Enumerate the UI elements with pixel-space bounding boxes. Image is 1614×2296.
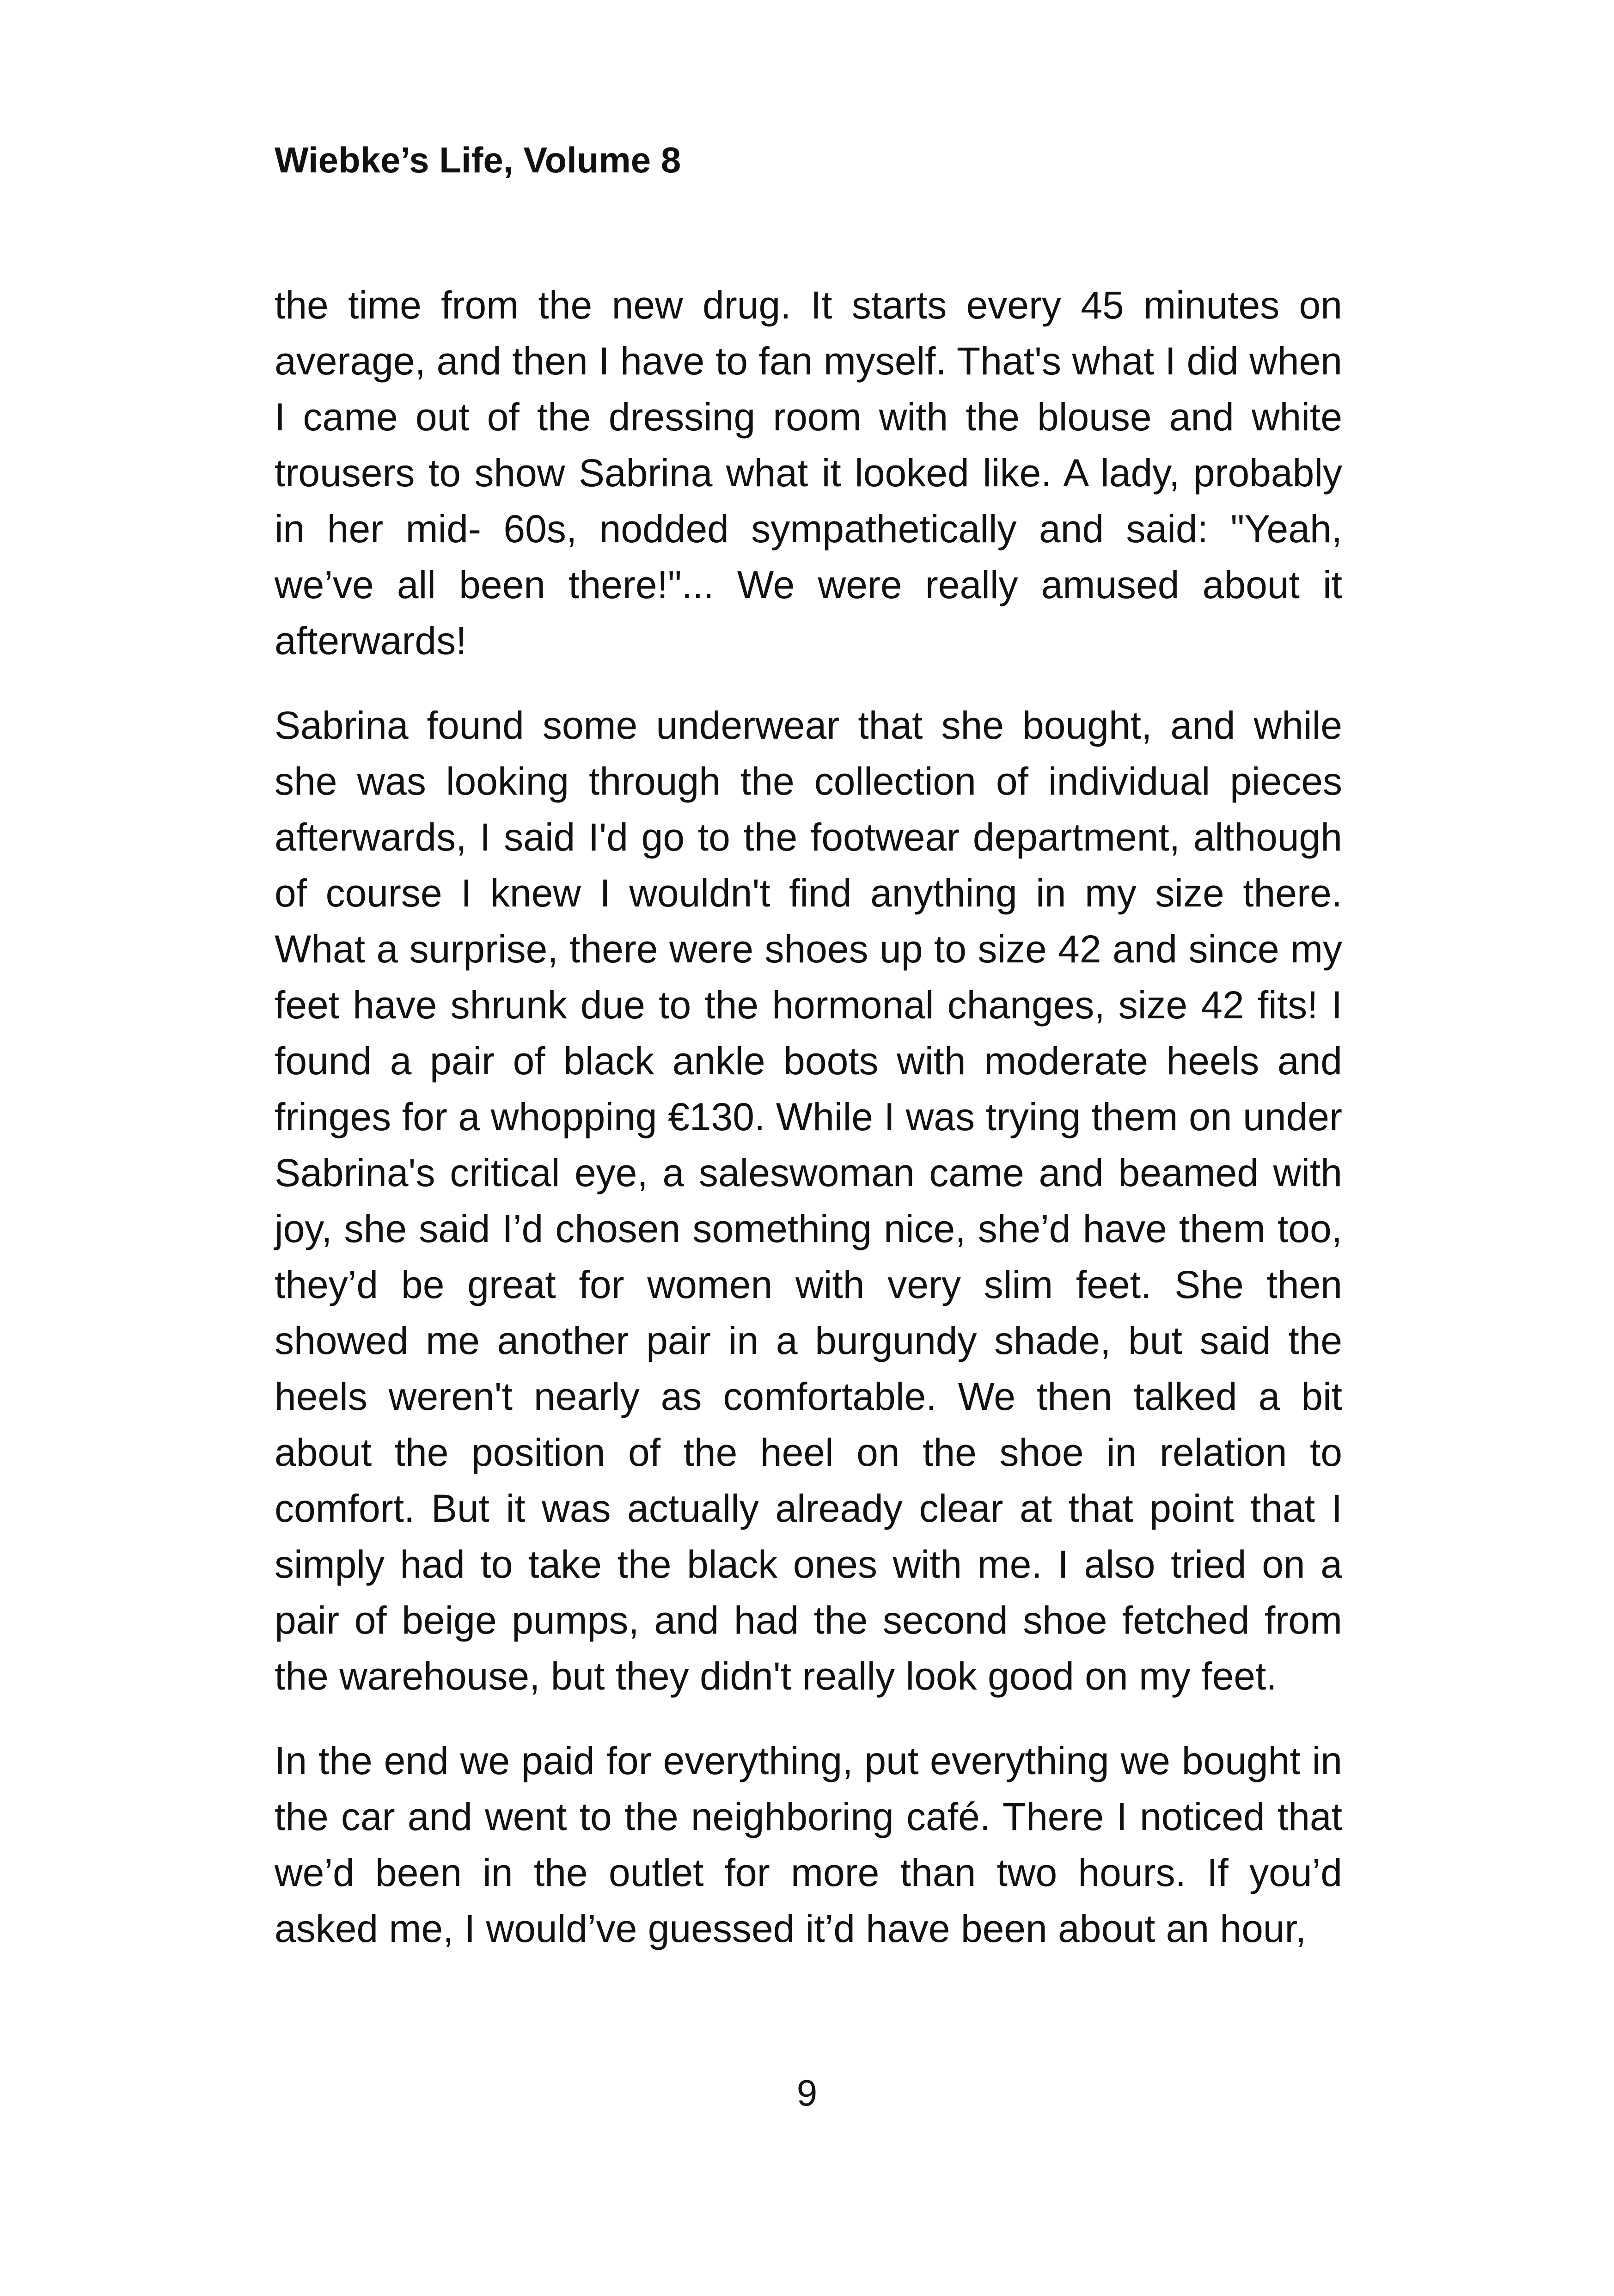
page-number: 9 <box>796 2072 818 2113</box>
paragraph-2: Sabrina found some underwear that she bought, and while she was looking through the collection of individual pieces afterwards, I said I'd go to the footwear department, although of course I knew I wouldn't find anything in my size there. What a surprise, there were shoes up to size 42 and since my feet have shrunk due to the hormonal changes, size 42 fits! I found a pair of black ankle boots with moderate heels and fringes for a whopping €130. While I was trying them on under Sabrina's critical eye, a saleswoman came and beamed with joy, she said I’d chosen something nice, she’d have them too, they’d be great for women with very slim feet. She then showed me another pair in a burgundy shade, but said the heels weren't nearly as comfortable. We then talked a bit about the position of the heel on the shoe in relation to comfort. But it was actually already clear at that point that I simply had to take the black ones with me. I also tried on a pair of beige pumps, and had the second shoe fetched from the warehouse, but they didn't really look good on my feet. <box>275 704 1342 1698</box>
body-text <box>275 277 1342 1985</box>
running-header: Wiebke’s Life, Volume 8 <box>275 140 681 180</box>
paragraph-3: In the end we paid for everything, put everything we bought in the car and went to the neighboring café. There I noticed that we’d been in the outlet for more than two hours. If you’d asked me, I would’ve guessed it’d have been about an hour, <box>275 1739 1342 1950</box>
paragraph-1: the time from the new drug. It starts every 45 minutes on average, and then I have to fan myself. That's what I did when I came out of the dressing room with the blouse and white trousers to show Sabrina what it looked like. A lady, probably in her mid- 60s, nodded sympathetically and said: "Yeah, we’ve all been there!"... We were really amused about it afterwards! <box>275 283 1342 662</box>
